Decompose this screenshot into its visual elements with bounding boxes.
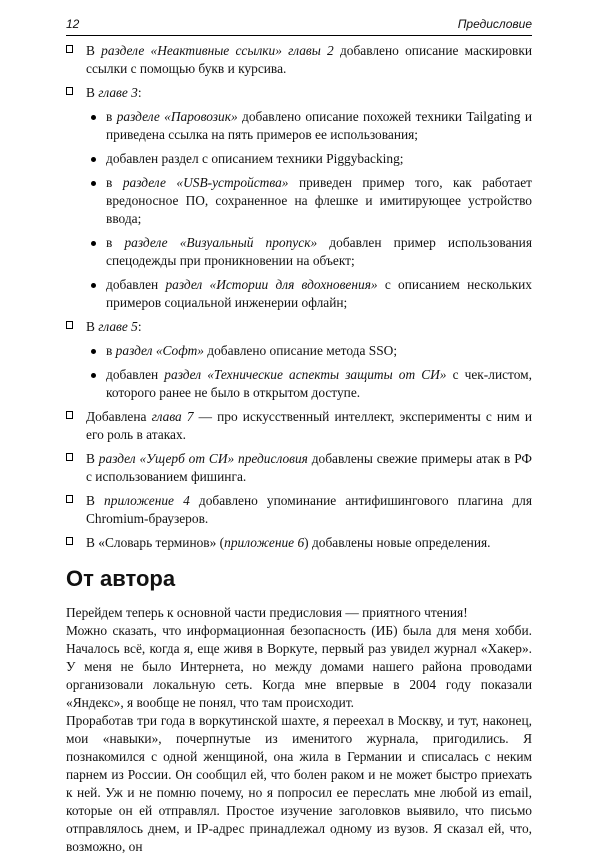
text-post: :: [137, 319, 142, 334]
section-heading: От автора: [66, 566, 176, 591]
text-pre: В: [86, 319, 99, 334]
bullet-dot-icon: [91, 283, 96, 288]
sub-list-item: [66, 342, 532, 360]
page-content: [66, 42, 532, 856]
text-em: разделе «Визуальный пропуск»: [124, 235, 318, 250]
paragraph: Можно сказать, что информационная безопасность (ИБ) была для меня хобби. Началось всё, когда я, еще живя в Воркуте, первый раз увидел журнал «Хакер». У меня не было Интернета, но между домами нашего района проводами организовали локальную сеть. Когда мне впервые в 2004 году показали «Яндекс», я вообще не понял, что там происходит.: [66, 623, 532, 710]
checkbox-bullet-icon: [66, 411, 73, 419]
checkbox-bullet-icon: [66, 321, 73, 329]
list-item: [66, 318, 532, 336]
text-post: приведен пример того, как работает вредоносное ПО, сохраненное на флешке и имитирующее устройство ввода;: [106, 175, 533, 226]
sub-list-item: [66, 174, 532, 228]
text-pre: В: [86, 43, 102, 58]
bullet-dot-icon: [91, 373, 96, 378]
text-pre: в: [106, 175, 123, 190]
sub-list-item: [66, 276, 532, 312]
text-post: добавлено описание метода SSO;: [203, 343, 398, 358]
list-item: [66, 42, 532, 78]
running-header: [66, 14, 532, 34]
text-em: главе 3: [98, 85, 138, 100]
section-title: Предисловие: [457, 17, 532, 31]
text-em: разделе «Паровозик»: [116, 109, 238, 124]
text-post: ) добавлены новые определения.: [304, 535, 491, 550]
text-pre: добавлен: [106, 367, 165, 382]
list-item: [66, 450, 532, 486]
bullet-dot-icon: [91, 115, 96, 120]
text-em: глава 7: [151, 409, 194, 424]
sub-list-item: [66, 366, 532, 402]
header-rule: [66, 35, 532, 36]
list-item: [66, 408, 532, 444]
text-post: добавлено описание маскировки ссылки с помощью букв и курсива.: [86, 43, 533, 76]
text-pre: добавлен раздел с описанием техники Piggybacking;: [106, 151, 404, 166]
text-em: приложение 6: [224, 535, 305, 550]
text-pre: в: [106, 235, 125, 250]
text-em: главе 5: [98, 319, 138, 334]
sub-list-item: [66, 150, 532, 168]
text-em: приложение 4: [104, 493, 190, 508]
checkbox-bullet-icon: [66, 87, 73, 95]
text-post: добавлены свежие примеры атак в РФ с использованием фишинга.: [86, 451, 532, 484]
text-em: раздел «Софт»: [115, 343, 204, 358]
checkbox-bullet-icon: [66, 453, 73, 461]
checkbox-bullet-icon: [66, 495, 73, 503]
bullet-dot-icon: [91, 181, 96, 186]
bullet-dot-icon: [91, 241, 96, 246]
author-text: [66, 604, 532, 856]
text-em: раздел «Технические аспекты защиты от СИ»: [164, 367, 447, 382]
paragraph: Перейдем теперь к основной части предисловия — приятного чтения!: [66, 605, 468, 620]
text-pre: добавлен: [106, 277, 166, 292]
list-item: [66, 492, 532, 528]
text-post: добавлено упоминание антифишингового плагина для Chromium-браузеров.: [86, 493, 533, 526]
text-post: — про искусственный интеллект, эксперименты с ним и его роль в атаках.: [86, 409, 532, 442]
text-pre: в: [106, 109, 117, 124]
text-post: добавлено описание похожей техники Tailgating и приведена ссылка на пять примеров ее использования;: [106, 109, 533, 142]
text-pre: В «Словарь терминов» (: [86, 535, 225, 550]
text-post: с описанием нескольких примеров социальной инженерии офлайн;: [106, 277, 532, 310]
changes-list: [66, 42, 532, 552]
checkbox-bullet-icon: [66, 45, 73, 53]
text-pre: В: [86, 451, 99, 466]
checkbox-bullet-icon: [66, 537, 73, 545]
text-em: раздел «Истории для вдохновения»: [165, 277, 378, 292]
text-pre: В: [86, 85, 99, 100]
list-item: [66, 534, 532, 552]
text-em: разделе «USB-устройства»: [122, 175, 289, 190]
paragraph: Проработав три года в воркутинской шахте, я переехал в Москву, и тут, наконец, мои «навыки», почерпнутые из именитого журнала, пригодились. Я познакомился с одной женщиной, она жила в Германии и списалась с неким парнем из России. Он сообщил ей, что болен раком и не может быстро приехать к ней. Уж и не помню почему, но я попросил ее переслать мне любой из email, которые он ей отправлял. Простое изучение заголовков выявило, что письмо отправлялось днем, и IP-адрес принадлежал одному из вузов. Я сказал ей, что, возможно, он: [66, 713, 532, 854]
text-post: :: [137, 85, 142, 100]
page-number: 12: [66, 17, 80, 31]
text-pre: В: [86, 493, 105, 508]
bullet-dot-icon: [91, 157, 96, 162]
text-post: с чек-листом, которого ранее не было в открытом доступе.: [106, 367, 532, 400]
bullet-dot-icon: [91, 349, 96, 354]
text-pre: в: [106, 343, 116, 358]
text-post: добавлен пример использования спецодежды при проникновении на объект;: [106, 235, 533, 268]
sub-list-item: [66, 234, 532, 270]
text-pre: Добавлена: [86, 409, 152, 424]
text-em: раздел «Ущерб от СИ» предисловия: [98, 451, 308, 466]
sub-list-item: [66, 108, 532, 144]
text-em: разделе «Неактивные ссылки» главы 2: [101, 43, 334, 58]
list-item: [66, 84, 532, 102]
